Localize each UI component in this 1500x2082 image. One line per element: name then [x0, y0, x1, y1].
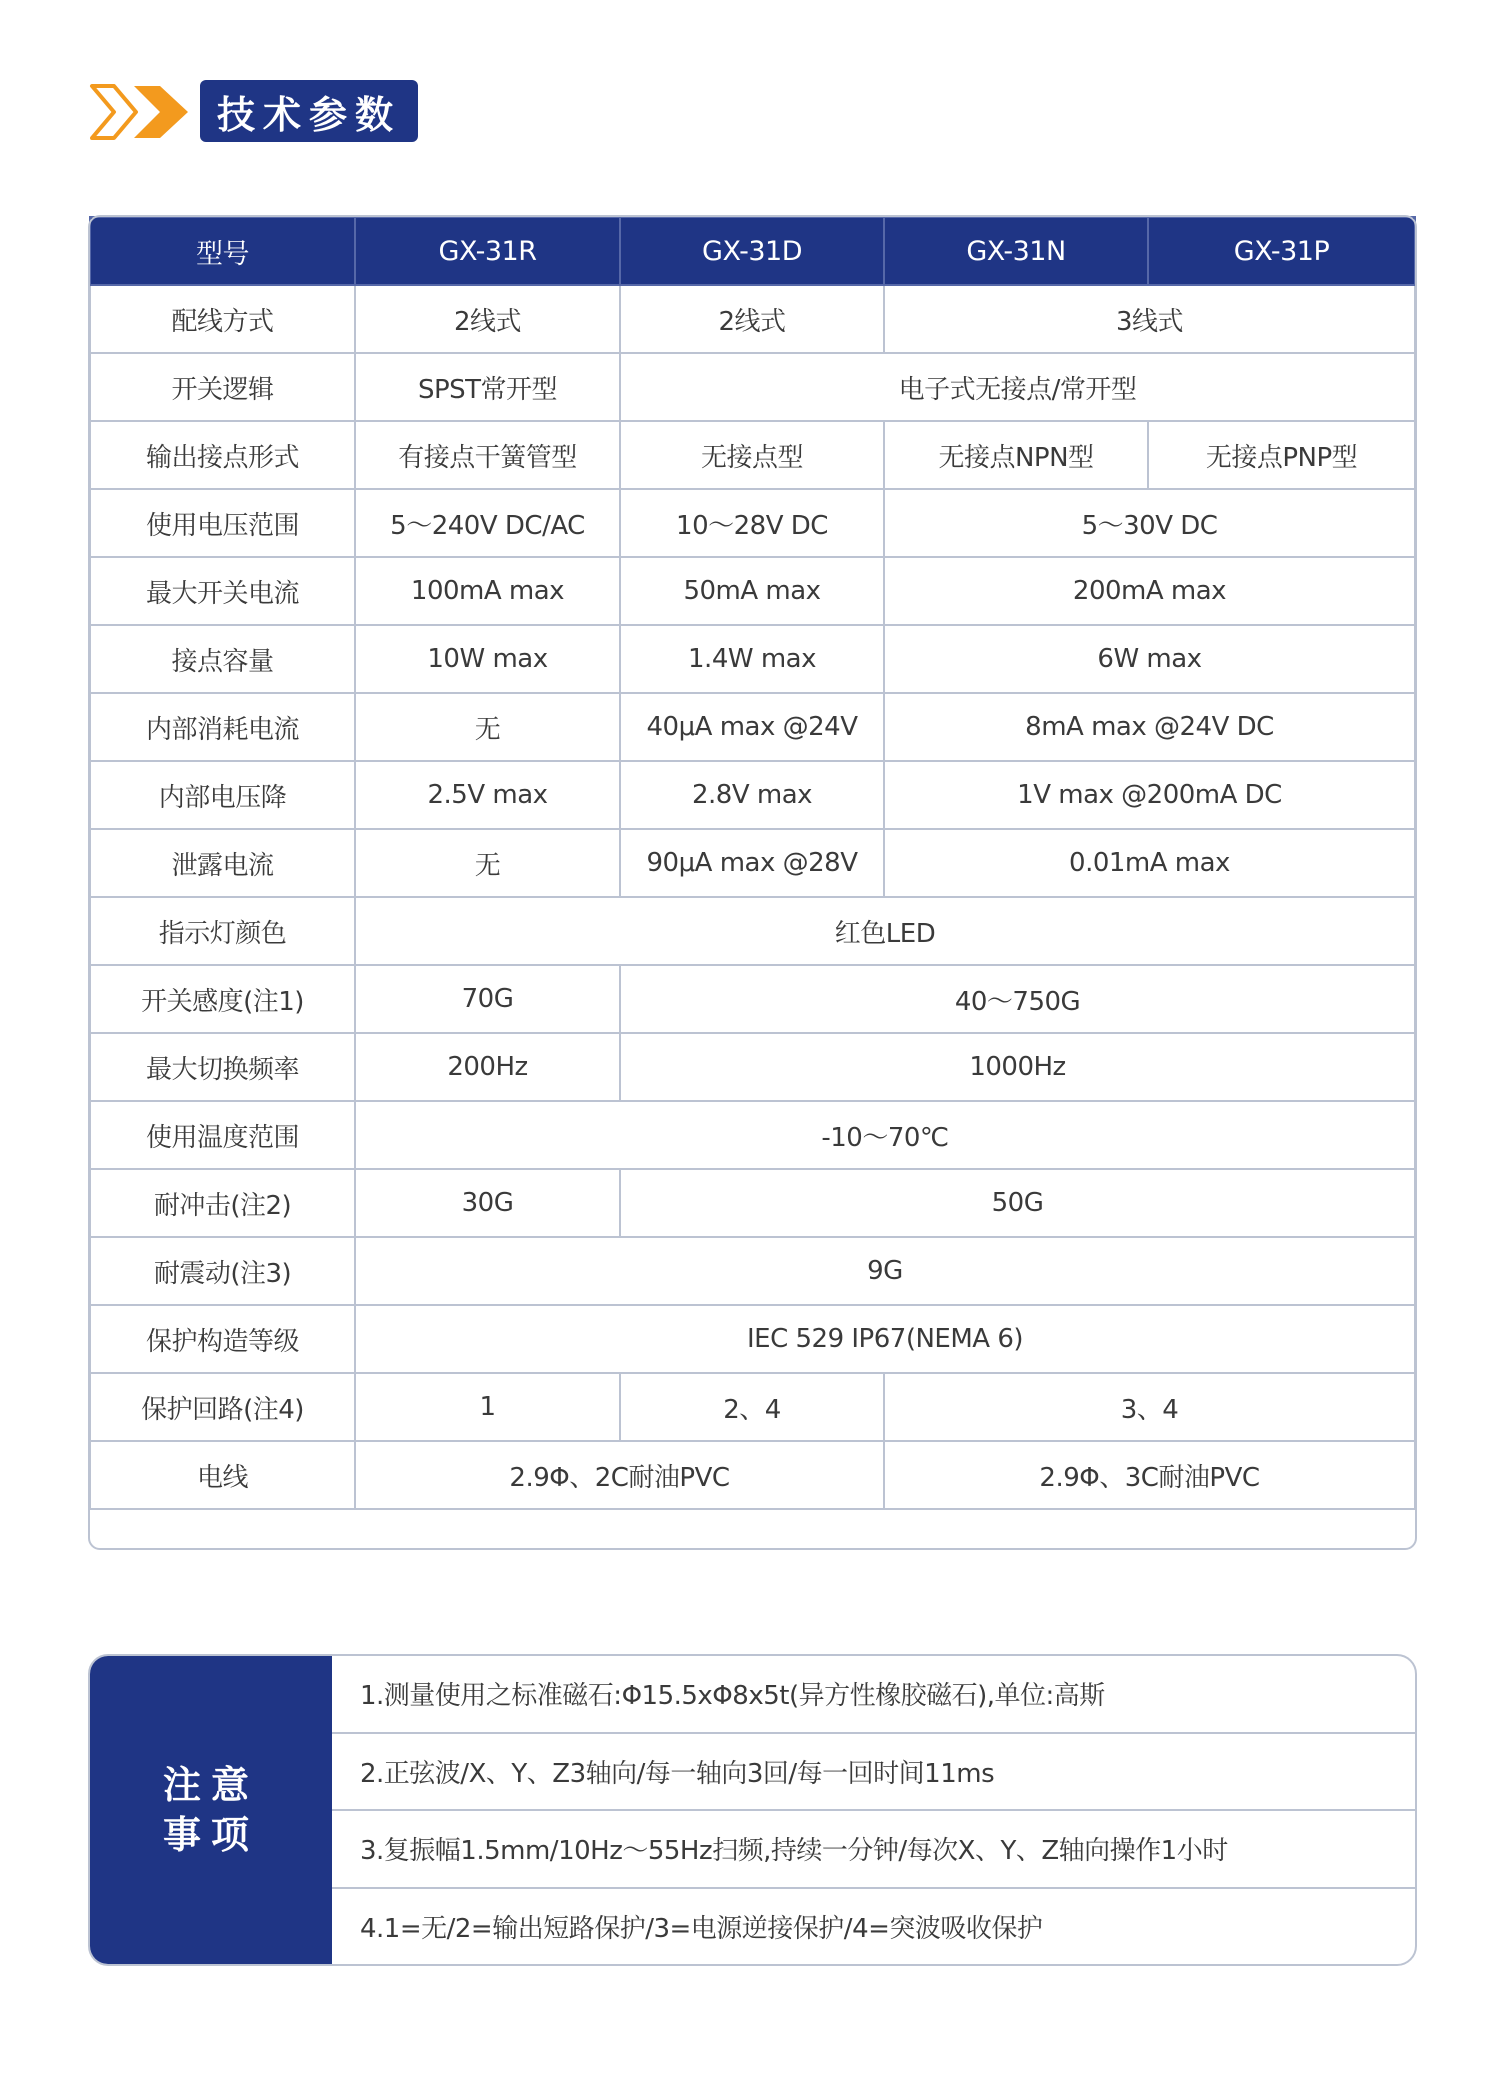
notes-panel [88, 1654, 1417, 1966]
table-row [90, 693, 1415, 761]
table-cell: 8mA max @24V DC [884, 693, 1415, 761]
table-cell: IEC 529 IP67(NEMA 6) [355, 1305, 1415, 1373]
table-cell: 1.4W max [620, 625, 884, 693]
table-row [90, 1101, 1415, 1169]
table-cell: 2.8V max [620, 761, 884, 829]
table-row [90, 897, 1415, 965]
table-row [90, 1169, 1415, 1237]
table-row [90, 489, 1415, 557]
notes-title [90, 1656, 332, 1964]
table-cell: 无 [355, 829, 620, 897]
table-cell: 10W max [355, 625, 620, 693]
row-label: 最大开关电流 [90, 557, 355, 625]
table-cell: 无接点NPN型 [884, 421, 1148, 489]
table-cell: 5～240V DC/AC [355, 489, 620, 557]
table-row [90, 965, 1415, 1033]
table-cell: 有接点干簧管型 [355, 421, 620, 489]
row-label: 接点容量 [90, 625, 355, 693]
note-item: 4.1=无/2=输出短路保护/3=电源逆接保护/4=突波吸收保护 [360, 1913, 1043, 1944]
table-cell: 无接点PNP型 [1148, 421, 1415, 489]
table-cell: 无 [355, 693, 620, 761]
table-cell: 200mA max [884, 557, 1415, 625]
table-cell: 0.01mA max [884, 829, 1415, 897]
row-label: 内部消耗电流 [90, 693, 355, 761]
table-cell: 50mA max [620, 557, 884, 625]
table-cell: 90μA max @28V [620, 829, 884, 897]
spec-table [89, 216, 1416, 1510]
row-label: 最大切换频率 [90, 1033, 355, 1101]
table-cell: 无接点型 [620, 421, 884, 489]
table-cell: 6W max [884, 625, 1415, 693]
table-cell: -10～70℃ [355, 1101, 1415, 1169]
row-label: 耐冲击(注2) [90, 1169, 355, 1237]
row-label: 指示灯颜色 [90, 897, 355, 965]
table-row [90, 625, 1415, 693]
table-cell: 2.9Φ、2C耐油PVC [355, 1441, 884, 1509]
table-row [90, 1441, 1415, 1509]
table-header-row [90, 217, 1415, 285]
notes-list [332, 1656, 1415, 1964]
section-header [88, 80, 428, 144]
table-cell: 70G [355, 965, 620, 1033]
note-item: 3.复振幅1.5mm/10Hz～55Hz扫频,持续一分钟/每次X、Y、Z轴向操作1小时 [332, 1811, 1415, 1889]
row-label: 使用温度范围 [90, 1101, 355, 1169]
table-cell: 100mA max [355, 557, 620, 625]
header-cell-gx31d: GX-31D [620, 217, 884, 285]
table-cell: 3线式 [884, 285, 1415, 353]
table-cell: 200Hz [355, 1033, 620, 1101]
header-cell-gx31r: GX-31R [355, 217, 620, 285]
table-cell: 2、4 [620, 1373, 884, 1441]
row-label: 泄露电流 [90, 829, 355, 897]
table-cell: 40～750G [620, 965, 1415, 1033]
table-row [90, 1237, 1415, 1305]
double-chevron-right-icon [88, 82, 192, 142]
row-label: 内部电压降 [90, 761, 355, 829]
table-row [90, 829, 1415, 897]
row-label: 使用电压范围 [90, 489, 355, 557]
table-cell: 1V max @200mA DC [884, 761, 1415, 829]
row-label: 耐震动(注3) [90, 1237, 355, 1305]
table-row [90, 285, 1415, 353]
table-cell: 50G [620, 1169, 1415, 1237]
table-cell: 3、4 [884, 1373, 1415, 1441]
table-cell: 2线式 [620, 285, 884, 353]
section-title: 技术参数 [200, 80, 418, 142]
table-row [90, 1305, 1415, 1373]
table-row [90, 353, 1415, 421]
table-cell: 2.5V max [355, 761, 620, 829]
table-cell: 40μA max @24V [620, 693, 884, 761]
table-cell: 30G [355, 1169, 620, 1237]
table-cell: 5～30V DC [884, 489, 1415, 557]
table-cell: 2线式 [355, 285, 620, 353]
table-cell: 红色LED [355, 897, 1415, 965]
table-row [90, 421, 1415, 489]
note-item: 1.测量使用之标准磁石:Φ15.5xΦ8x5t(异方性橡胶磁石),单位:高斯 [332, 1656, 1415, 1734]
table-cell: 1 [355, 1373, 620, 1441]
table-cell: 10～28V DC [620, 489, 884, 557]
row-label: 电线 [90, 1441, 355, 1509]
header-cell-gx31n: GX-31N [884, 217, 1148, 285]
note-item: 2.正弦波/X、Y、Z3轴向/每一轴向3回/每一回时间11ms [332, 1734, 1415, 1812]
row-label: 保护回路(注4) [90, 1373, 355, 1441]
table-cell: SPST常开型 [355, 353, 620, 421]
table-cell: 9G [355, 1237, 1415, 1305]
row-label: 配线方式 [90, 285, 355, 353]
table-row [90, 1373, 1415, 1441]
table-row [90, 557, 1415, 625]
row-label: 输出接点形式 [90, 421, 355, 489]
table-cell: 电子式无接点/常开型 [620, 353, 1415, 421]
table-row [90, 1033, 1415, 1101]
table-cell: 2.9Φ、3C耐油PVC [884, 1441, 1415, 1509]
notes-title-line-2: 事项 [162, 1813, 259, 1857]
header-cell-model: 型号 [90, 217, 355, 285]
table-row [90, 761, 1415, 829]
row-label: 开关感度(注1) [90, 965, 355, 1033]
table-cell: 1000Hz [620, 1033, 1415, 1101]
notes-title-line-1: 注意 [162, 1763, 259, 1807]
row-label: 开关逻辑 [90, 353, 355, 421]
header-cell-gx31p: GX-31P [1148, 217, 1415, 285]
row-label: 保护构造等级 [90, 1305, 355, 1373]
